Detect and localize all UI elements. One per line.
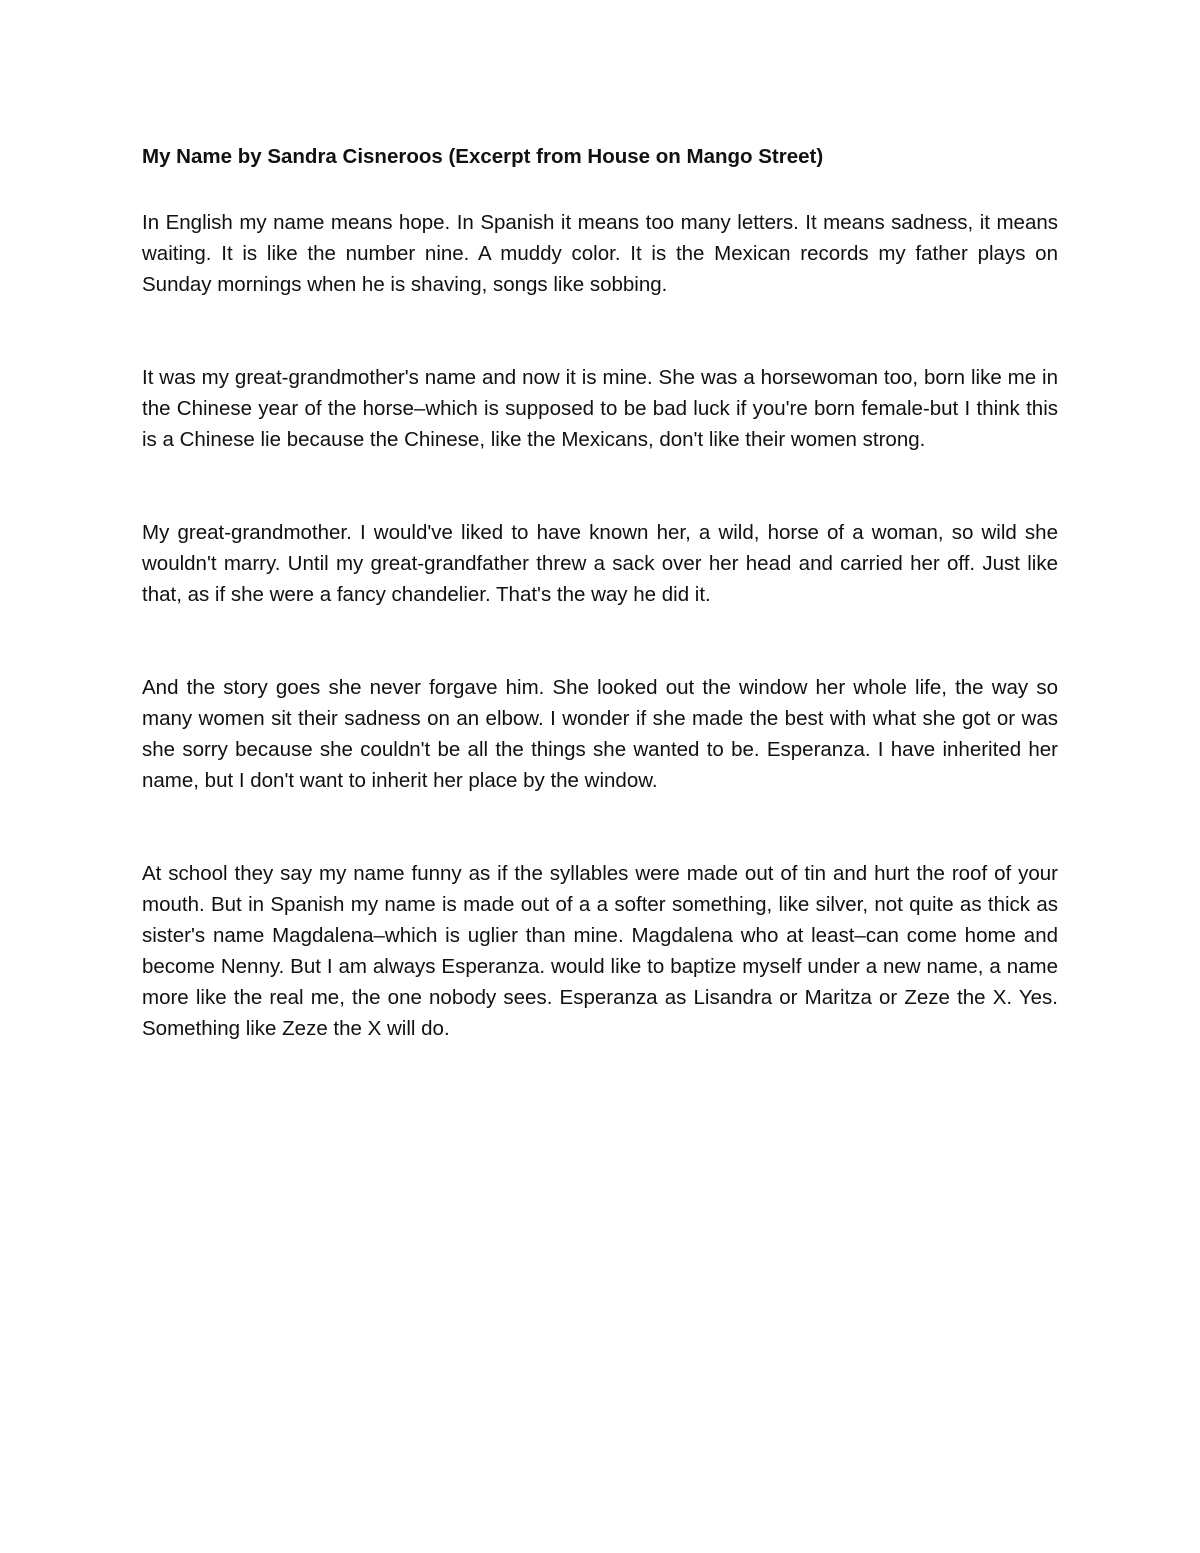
paragraph-3: My great-grandmother. I would've liked to have known her, a wild, horse of a woman, so wild she wouldn't marry. Until my great-grandfather threw a sack over her head and carried her off. Just like that, as if she were a fancy chandelier. That's the way he did it.	[142, 521, 1058, 606]
document-title: My Name by Sandra Cisneroos (Excerpt from House on Mango Street)	[142, 145, 824, 168]
paragraph-4: And the story goes she never forgave him. She looked out the window her whole life, the way so many women sit their sadness on an elbow. I wonder if she made the best with what she got or was she sorry because she couldn't be all the things she wanted to be. Esperanza. I have inherited her name, but I don't want to inherit her place by the window.	[142, 676, 1058, 792]
paragraph-2: It was my great-grandmother's name and now it is mine. She was a horsewoman too, born like me in the Chinese year of the horse–which is supposed to be bad luck if you're born female-but I think this is a Chinese lie because the Chinese, like the Mexicans, don't like their women strong.	[142, 366, 1058, 451]
paragraph-5: At school they say my name funny as if the syllables were made out of tin and hurt the roof of your mouth. But in Spanish my name is made out of a a softer something, like silver, not quite as thick as sister's name Magdalena–which is uglier than mine. Magdalena who at least–can come home and become Nenny. But I am always Esperanza. would like to baptize myself under a new name, a name more like the real me, the one nobody sees. Esperanza as Lisandra or Maritza or Zeze the X. Yes. Something like Zeze the X will do.	[142, 862, 1058, 1040]
paragraph-1: In English my name means hope. In Spanish it means too many letters. It means sadness, it means waiting. It is like the number nine. A muddy color. It is the Mexican records my father plays on Sunday mornings when he is shaving, songs like sobbing.	[142, 211, 1058, 296]
